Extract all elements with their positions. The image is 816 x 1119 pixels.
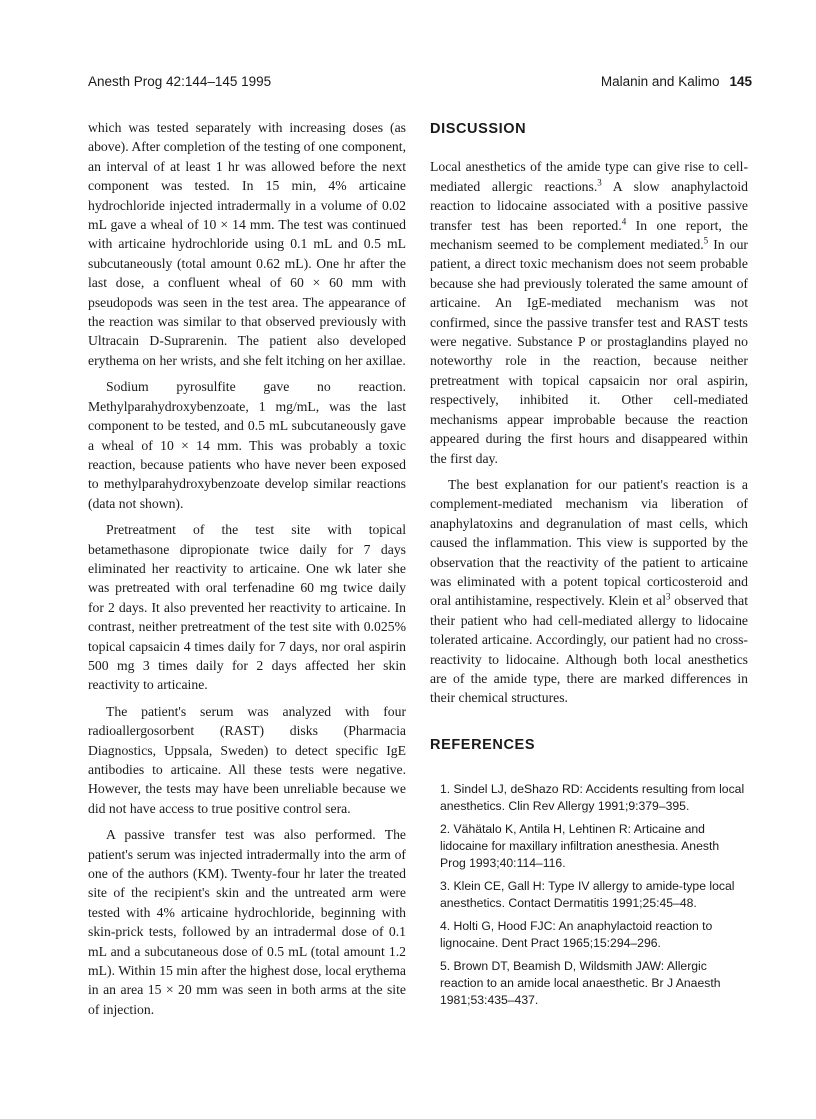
reference-item: 2. Vähätalo K, Antila H, Lehtinen R: Articaine and lidocaine for maxillary infiltration anesthesia. Anesth Prog 1993;40:114–116.	[440, 822, 720, 871]
text-run: observed that their patient who had cell-mediated allergy to lidocaine tolerated articaine. Accordingly, our patient had no cross-reactivity to lidocaine. Although both local anesthetics are of the amide type, there are marked differences in their chemical structures.	[430, 593, 748, 706]
references-heading: REFERENCES	[430, 736, 536, 753]
body-paragraph: The patient's serum was analyzed with four radioallergosorbent (RAST) disks (Pharmacia Diagnostics, Uppsala, Sweden) to detect specific IgE antibodies to articaine. All these tests were negative. However, the tests may have been unreliable because we did not have access to true positive control sera.	[88, 703, 406, 816]
reference-list	[430, 781, 748, 1009]
reference-item: 1. Sindel LJ, deShazo RD: Accidents resulting from local anesthetics. Clin Rev Allergy 1991;9:379–395.	[440, 782, 745, 814]
body-paragraph: A passive transfer test was also performed. The patient's serum was injected intradermally into the arm of one of the authors (KM). Twenty-four hr later the treated site of the recipient's skin and the untreated arm were tested with 4% articaine hydrochloride, beginning with skin-prick tests, followed by an intradermal dose of 0.1 mL and a subcutaneous dose of 0.5 mL (total amount 1.2 mL). Within 15 min after the highest dose, local erythema in an area 15 × 20 mm was seen in both arms at the site of injection.	[88, 827, 406, 1017]
citation-superscript: 4	[621, 216, 627, 227]
running-head	[88, 74, 752, 94]
left-column	[88, 118, 406, 1026]
discussion-paragraph	[430, 475, 748, 708]
citation-superscript: 5	[703, 235, 709, 246]
page-number: 145	[729, 74, 752, 89]
body-paragraph: Pretreatment of the test site with topical betamethasone dipropionate twice daily for 7 days eliminated her reactivity to articaine. One wk later she was pretreated with oral terfenadine 60 mg twice daily for 2 days. It also prevented her reactivity to articaine. In contrast, neither pretreatment of the test site with 0.025% topical capsaicin 4 times daily for 7 days, nor oral aspirin 500 mg 3 times daily for 2 days affected her skin reactivity to articaine.	[88, 522, 406, 693]
body-paragraph: which was tested separately with increasing doses (as above). After completion of the testing of one component, an interval of at least 1 hr was allowed before the next component was tested. In 15 min, 4% articaine hydrochloride injected intradermally in a volume of 0.02 mL gave a wheal of 10 × 14 mm. The test was continued with articaine hydrochloride using 0.1 mL and 0.5 mL subcutaneously (total amount 0.62 mL). One hr after the last dose, a confluent wheal of 60 × 60 mm with pseudopods was seen in the test area. The appearance of the reaction was similar to that observed previously with Ultracain D-Suprarenin. The patient also developed erythema on her wrists, and she felt itching on her axillae.	[88, 120, 406, 368]
citation-superscript: 3	[666, 591, 671, 602]
running-head-right	[601, 74, 752, 89]
reference-item: 5. Brown DT, Beamish D, Wildsmith JAW: Allergic reaction to an amide local anaesthetic. Br J Anaesth 1981;53:435–437.	[440, 959, 721, 1008]
journal-citation: Anesth Prog 42:144–145 1995	[88, 74, 272, 89]
text-run: In one report, the mechanism seemed to be complement mediated.	[430, 217, 748, 253]
text-run: Local anesthetics of the amide type can give rise to cell-mediated allergic reactions.	[430, 159, 748, 194]
discussion-paragraph	[430, 157, 748, 468]
right-column	[430, 118, 748, 1015]
text-run: In our patient, a direct toxic mechanism does not seem probable because she had previously tolerated the same amount of articaine. An IgE-mediated mechanism was not confirmed, since the passive transfer test and RAST tests were negative. Substance P or prostaglandins played no noteworthy role in the reaction, because neither pretreatment with topical capsaicin nor oral aspirin, respectively, inhibited it. Other cell-mediated mechanisms appear improbable because the reaction appeared during the first hours and disappeared within the first day.	[430, 237, 748, 466]
discussion-heading: DISCUSSION	[430, 121, 527, 137]
text-run: A slow anaphylactoid reaction to lidocaine associated with a positive passive transfer test has been reported.	[430, 178, 748, 233]
reference-item: 4. Holti G, Hood FJC: An anaphylactoid reaction to lignocaine. Dent Pract 1965;15:294–296.	[440, 919, 713, 951]
reference-item: 3. Klein CE, Gall H: Type IV allergy to amide-type local anesthetics. Contact Dermatitis 1991;25:45–48.	[440, 879, 735, 911]
author-names: Malanin and Kalimo	[600, 74, 720, 89]
citation-superscript: 3	[597, 177, 602, 188]
body-paragraph: Sodium pyrosulfite gave no reaction. Methylparahydroxybenzoate, 1 mg/mL, was the last component to be tested, and 0.5 mL subcutaneously gave a wheal of 10 × 14 mm. This was probably a toxic reaction, because patients who have never been exposed to methylparahydroxybenzoate develop similar reactions (data not shown).	[88, 379, 406, 511]
text-run: The best explanation for our patient's reaction is a complement-mediated mechanism via liberation of anaphylatoxins and degranulation of mast cells, which caused the inflammation. This view is supported by the observation that the reactivity of the patient to articaine was eliminated with a potent topical corticosteroid and oral antihistamine, respectively. Klein et al	[430, 476, 748, 609]
